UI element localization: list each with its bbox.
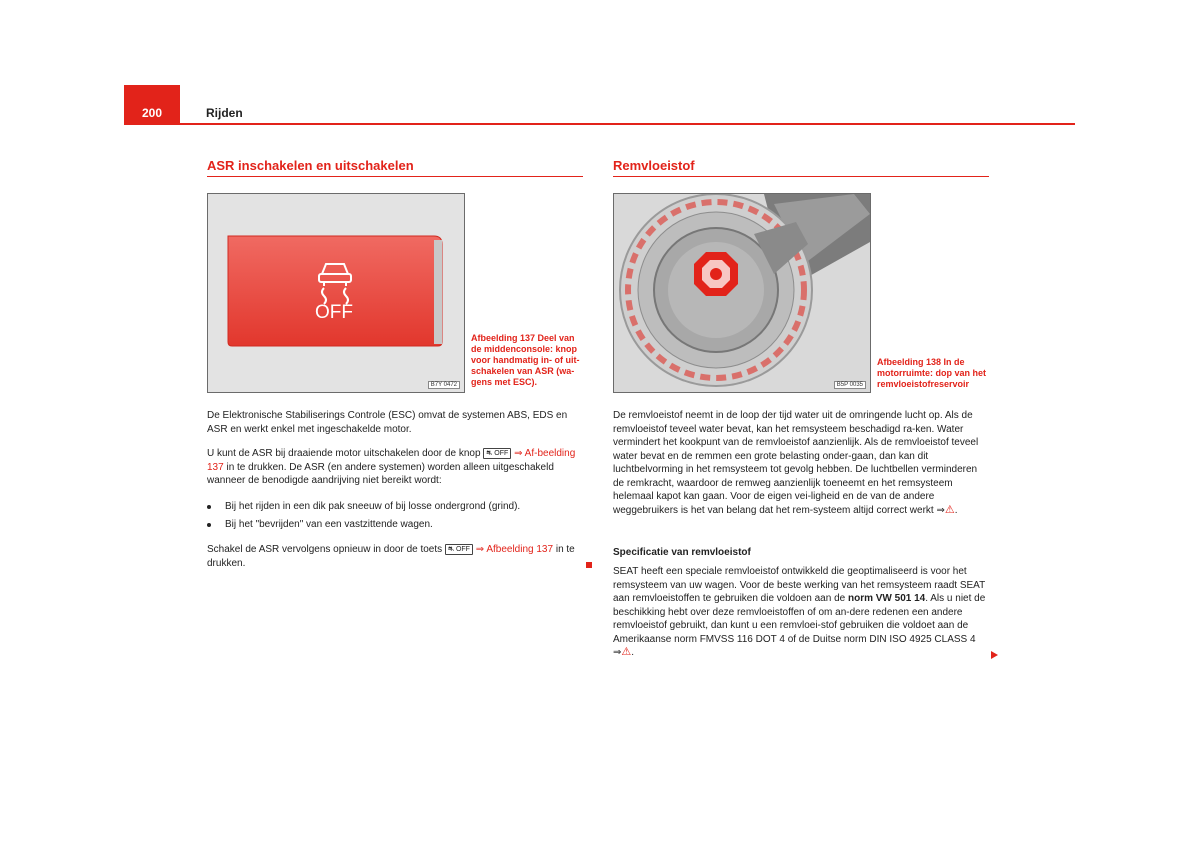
figure-caption-138: Afbeelding 138 In de motorruimte: dop van het remvloeistofreservoir — [877, 357, 987, 389]
asr-off-key: ⛐ OFF — [445, 544, 473, 555]
warning-icon[interactable]: ⚠ — [944, 503, 955, 516]
paragraph-asr-on: Schakel de ASR vervolgens opnieuw in door de toets ⛐ OFF ⇒ Afbeelding 137 in te drukken. — [207, 544, 575, 569]
paragraph-brake-fluid: De remvloeistof neemt in de loop der tijd water uit de omringende lucht op. Als de remvloeistof teveel water bevat, kan het remsysteem beschadigd ra-ken. Water vermindert het kookpunt van de remvloeistof aanzienlijk. Als de remvloeistof teveel water bevat en de remmen een grote belasting onder-gaan, dan kan dit luchtbelvorming in het remsysteem tot gevolg hebben. De luchtbellen verminderen de remkracht, waardoor de remweg aanzienlijk toeneemt en het remsysteem helemaal kapot kan gaan. Voor de eigen vei-ligheid en de van de andere weggebruikers is het van belang dat het rem-systeem altijd correct werkt ⇒⚠. — [613, 410, 979, 516]
figure-reference-link[interactable]: ⇒ Afbeelding 137 — [475, 544, 554, 555]
figure-id: B5P 0035 — [834, 381, 866, 389]
subheading-specification: Specificatie van remvloeistof — [613, 547, 751, 558]
paragraph-esc: De Elektronische Stabiliserings Controle (ESC) omvat de systemen ABS, EDS en ASR en werkt enkel met ingeschakelde motor. — [207, 410, 568, 435]
figure-reference-link[interactable]: ⇒ Af-beelding 137 — [207, 448, 576, 473]
paragraph-specification: SEAT heeft een speciale remvloeistof ontwikkeld die geoptimaliseerd is voor het remsysteem van uw wagen. Voor de beste werking van het remsysteem raadt SEAT aan remvloeistoffen te gebruiken die voldoen aan de norm VW 501 14. Als u niet de beschikking hebt over deze remvloeistoffen of om an-dere redenen een andere remvloeistof gebruikt, dan kunt u een remvloei-stof gebruiken die voldoet aan de Amerikaanse norm FMVSS 116 DOT 4 of de Duitse norm DIN ISO 4925 CLASS 4 ⇒⚠. — [613, 566, 986, 658]
section-rule — [207, 176, 583, 177]
section-end-marker — [586, 562, 592, 568]
list-item: Bij het rijden in een dik pak sneeuw of bij losse ondergrond (grind). — [207, 500, 583, 514]
brake-fluid-cap-illustration — [614, 194, 870, 392]
bullet-icon — [207, 505, 211, 509]
figure-138 — [613, 193, 871, 393]
warning-icon[interactable]: ⚠ — [621, 646, 632, 658]
figure-137 — [207, 193, 465, 393]
section-rule — [613, 176, 989, 177]
asr-off-key: ⛐ OFF — [483, 448, 511, 459]
chapter-title: Rijden — [206, 106, 243, 120]
bullet-icon — [207, 523, 211, 527]
reservoir-cap-icon — [694, 252, 738, 296]
figure-id: B7Y 0472 — [428, 381, 460, 389]
figure-caption-137: Afbeelding 137 Deel van de middenconsole: knop voor handmatig in- of uit- schakelen van ASR (wa- gens met ESC). — [471, 333, 580, 387]
asr-button-illustration — [208, 194, 464, 392]
continue-arrow-icon — [991, 651, 998, 659]
page-number: 200 — [141, 106, 163, 120]
off-label: OFF — [315, 302, 353, 323]
page-number-tab — [124, 85, 180, 123]
section-title-asr: ASR inschakelen en uitschakelen — [207, 158, 414, 173]
section-title-brake-fluid: Remvloeistof — [613, 158, 695, 173]
paragraph-asr-off: U kunt de ASR bij draaiende motor uitschakelen door de knop ⛐ OFF ⇒ Af-beelding 137 in te drukken. De ASR (en andere systemen) worden alleen uitgeschakeld wanneer de benodigde aandrijving niet bereikt wordt: — [207, 448, 576, 486]
header-rule — [124, 123, 1075, 125]
list-item: Bij het "bevrijden" van een vastzittende wagen. — [207, 518, 583, 532]
